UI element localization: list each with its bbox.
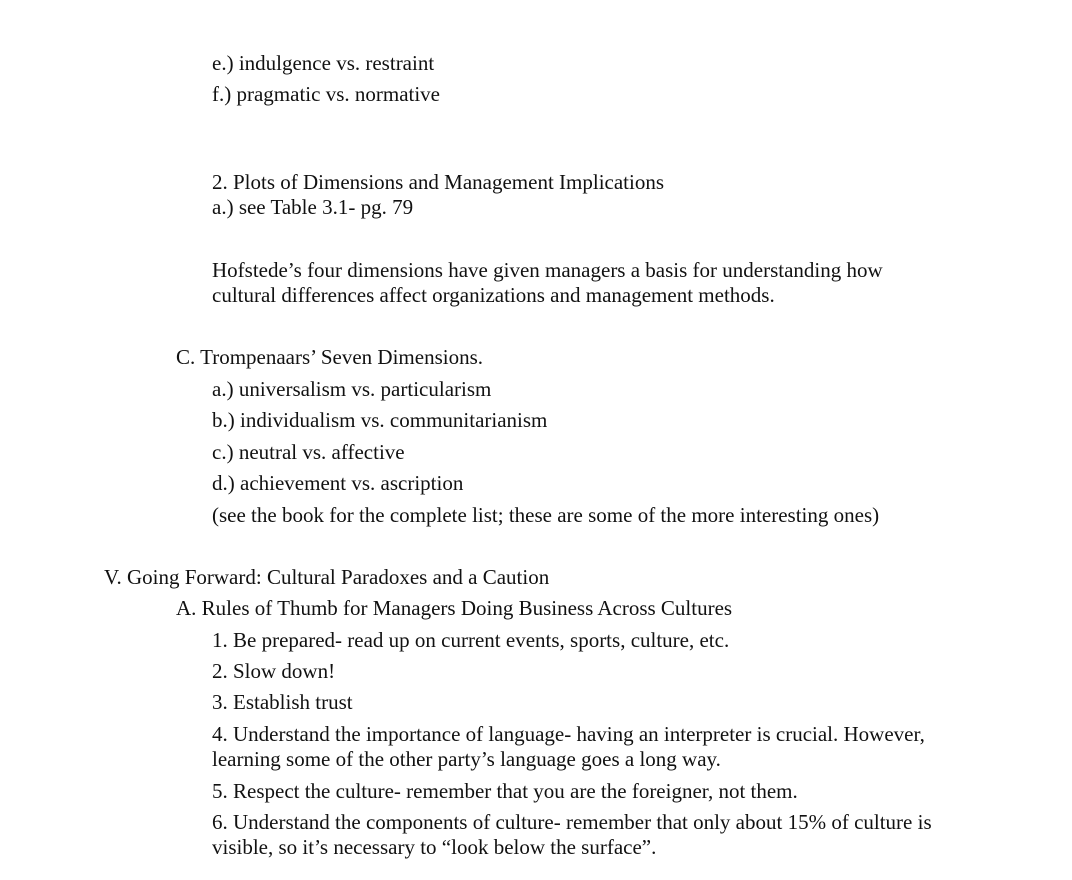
section-v-heading: V. Going Forward: Cultural Paradoxes and a Caution	[104, 565, 550, 589]
list-item-pragmatic-normative: f.) pragmatic vs. normative	[212, 82, 441, 106]
list-item: a.) universalism vs. particularism	[212, 377, 492, 401]
trompenaars-note: (see the book for the complete list; these are some of the more interesting ones)	[212, 503, 880, 527]
hofstede-summary-line-2: cultural differences affect organizations and management methods.	[212, 283, 775, 307]
rule-establish-trust: 3. Establish trust	[212, 690, 353, 714]
rule-components-line-1: 6. Understand the components of culture- remember that only about 15% of culture is	[212, 810, 932, 834]
rule-slow-down: 2. Slow down!	[212, 659, 336, 683]
plots-item-table-reference: a.) see Table 3.1- pg. 79	[212, 195, 414, 219]
rule-components-paragraph	[212, 810, 932, 860]
list-item-indulgence-restraint: e.) indulgence vs. restraint	[212, 51, 435, 75]
rule-respect-culture: 5. Respect the culture- remember that you are the foreigner, not them.	[212, 779, 798, 803]
rule-language-line-1: 4. Understand the importance of language- having an interpreter is crucial. However,	[212, 722, 925, 746]
list-item: c.) neutral vs. affective	[212, 440, 405, 464]
plots-heading: 2. Plots of Dimensions and Management Implications	[212, 170, 665, 194]
hofstede-summary-paragraph	[212, 258, 883, 308]
rule-language-line-2: learning some of the other party’s language goes a long way.	[212, 747, 721, 771]
list-item: d.) achievement vs. ascription	[212, 471, 464, 495]
rule-components-line-2: visible, so it’s necessary to “look below the surface”.	[212, 835, 657, 859]
hofstede-summary-line-1: Hofstede’s four dimensions have given managers a basis for understanding how	[212, 258, 883, 282]
rule-language-paragraph	[212, 722, 925, 772]
rules-of-thumb-heading: A. Rules of Thumb for Managers Doing Business Across Cultures	[176, 596, 733, 620]
rule-be-prepared: 1. Be prepared- read up on current events, sports, culture, etc.	[212, 628, 730, 652]
list-item: b.) individualism vs. communitarianism	[212, 408, 548, 432]
trompenaars-heading: C. Trompenaars’ Seven Dimensions.	[176, 345, 484, 369]
